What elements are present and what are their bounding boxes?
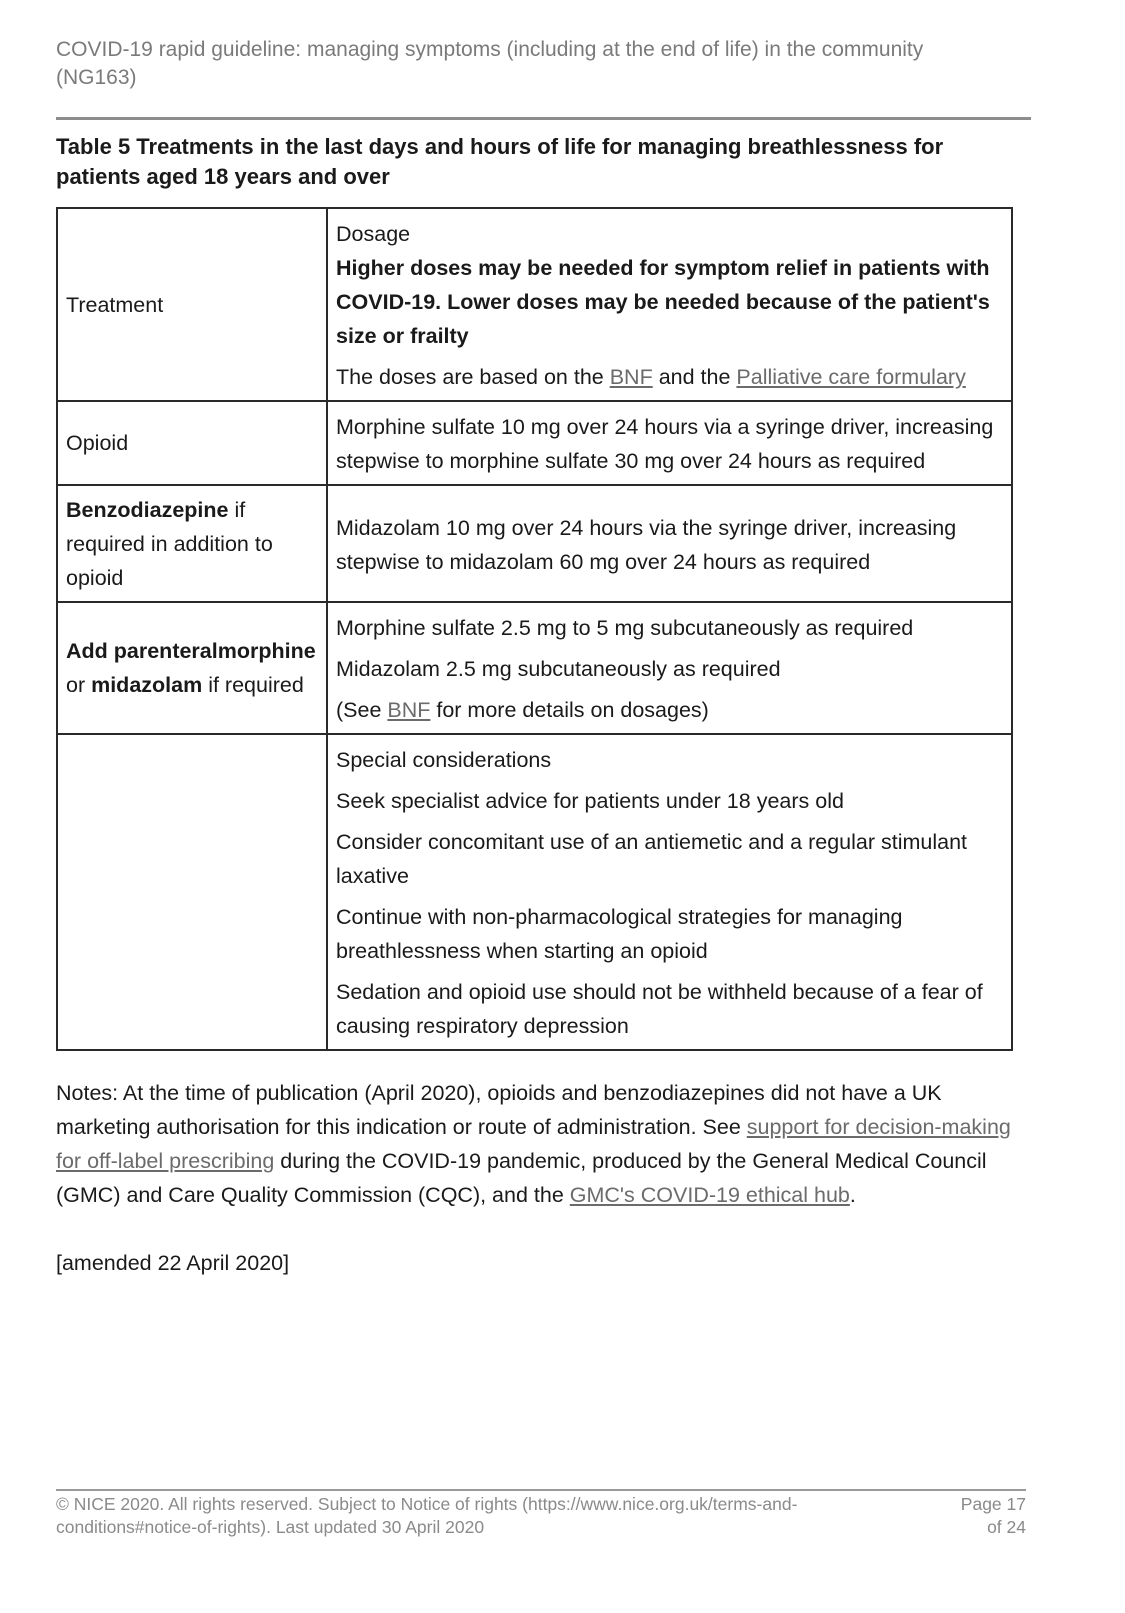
- table-row: [57, 602, 1012, 734]
- treatment-benzodiazepine-condition: if required in addition to opioid: [66, 497, 273, 590]
- list-item: Sedation and opioid use should not be withheld because of a fear of causing respiratory depression: [336, 980, 983, 1038]
- treatment-header-cell: [57, 208, 327, 401]
- treatment-add-parenteral-morphine: Add parenteralmorphine: [66, 639, 316, 663]
- notes-text: during the COVID-19 pandemic, produced by the General Medical Council (GMC) and Care Quality Commission (CQC), and the: [56, 1149, 987, 1207]
- notes-text: Notes: At the time of publication (April 2020), opioids and benzodiazepines did not have a UK marketing authorisation for this indication or route of administration. See: [56, 1081, 942, 1139]
- dosage-note: Higher doses may be needed for symptom relief in patients with COVID-19. Lower doses may be needed because of the patient's size or frailty: [336, 256, 990, 348]
- dosage-cell: [327, 401, 1012, 485]
- dosage-midazolam-prn: Midazolam 2.5 mg subcutaneously as required: [336, 657, 781, 681]
- header-divider: [56, 117, 1031, 120]
- document-header: [56, 36, 1016, 92]
- treatment-opioid: Opioid: [66, 431, 129, 455]
- page-number-total: of 24: [987, 1517, 1026, 1537]
- treatment-or: or: [66, 673, 92, 697]
- dosage-basis-text: The doses are based on the: [336, 365, 610, 389]
- table-caption: Table 5 Treatments in the last days and hours of life for managing breathlessness for patients aged 18 years and over: [56, 134, 944, 189]
- treatment-cell: [57, 485, 327, 602]
- treatment-benzodiazepine: Benzodiazepine: [66, 497, 229, 522]
- notes-text: .: [849, 1183, 856, 1207]
- header-title: COVID-19 rapid guideline: managing symptoms (including at the end of life) in the community: [56, 38, 924, 61]
- treatment-column-header: Treatment: [66, 292, 164, 317]
- footer-divider: [56, 1489, 1026, 1491]
- bnf-link[interactable]: BNF: [387, 698, 431, 722]
- table-header-row: [57, 208, 1012, 401]
- treatment-cell: [57, 401, 327, 485]
- treatment-midazolam: midazolam: [91, 673, 203, 697]
- table-row: [57, 734, 1012, 1050]
- table-row: [57, 485, 1012, 602]
- dosage-basis-and: and the: [652, 365, 737, 389]
- treatment-cell-empty: [57, 734, 327, 1050]
- table-row: [57, 401, 1012, 485]
- palliative-care-formulary-link[interactable]: Palliative care formulary: [736, 365, 966, 389]
- treatment-cell: [57, 602, 327, 734]
- treatments-table: [56, 207, 1013, 1051]
- page-number-current: Page 17: [960, 1494, 1026, 1514]
- list-item: Consider concomitant use of an antiemetic and a regular stimulant laxative: [336, 830, 968, 888]
- notes-paragraph: [56, 1076, 1031, 1212]
- bnf-link[interactable]: BNF: [609, 365, 653, 389]
- dosage-column-header: Dosage: [336, 222, 411, 246]
- special-considerations-heading: Special considerations: [336, 748, 552, 772]
- page-number: [940, 1493, 1026, 1539]
- dosage-opioid: Morphine sulfate 10 mg over 24 hours via a syringe driver, increasing stepwise to morphine sulfate 30 mg over 24 hours as required: [336, 415, 994, 473]
- dosage-basis: [336, 360, 1003, 394]
- amended-note: [amended 22 April 2020]: [56, 1251, 290, 1275]
- list-item: Continue with non-pharmacological strategies for managing breathlessness when starting an opioid: [336, 905, 903, 963]
- dosage-cell: [327, 485, 1012, 602]
- gmc-ethical-hub-link[interactable]: GMC's COVID-19 ethical hub: [569, 1183, 850, 1207]
- off-label-prescribing-link[interactable]: support for decision-making for off-label prescribing: [56, 1115, 1011, 1173]
- dosage-benzodiazepine: Midazolam 10 mg over 24 hours via the syringe driver, increasing stepwise to midazolam 60 mg over 24 hours as required: [336, 515, 957, 574]
- dosage-header-cell: [327, 208, 1012, 401]
- see-bnf-pre: (See: [336, 698, 388, 722]
- list-item: Seek specialist advice for patients under 18 years old: [336, 789, 844, 813]
- dosage-see-bnf: [336, 693, 1003, 727]
- dosage-morphine-prn: Morphine sulfate 2.5 mg to 5 mg subcutaneously as required: [336, 616, 914, 640]
- header-code: (NG163): [56, 66, 137, 89]
- see-bnf-post: for more details on dosages): [430, 698, 709, 722]
- footer-copyright: © NICE 2020. All rights reserved. Subject to Notice of rights (https://www.nice.org.uk/terms-and-conditions#notice-of-rights). Last updated 30 April 2020: [56, 1494, 798, 1537]
- treatment-if-required: if required: [202, 673, 304, 697]
- dosage-cell: [327, 602, 1012, 734]
- special-considerations-cell: [327, 734, 1012, 1050]
